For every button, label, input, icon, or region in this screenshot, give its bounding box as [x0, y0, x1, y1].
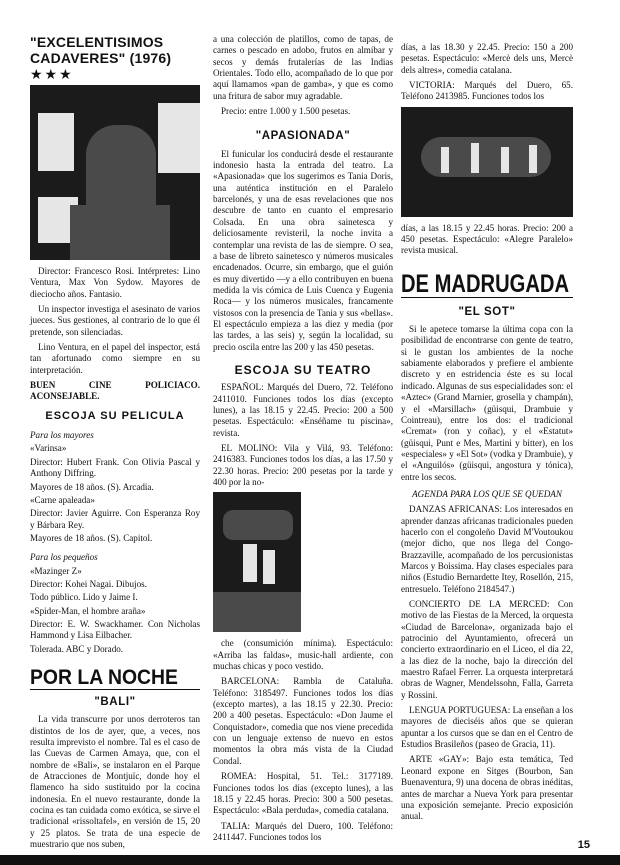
agenda-item: ARTE «GAY»: Bajo esta temática, Ted Leonard expone en Sitges (Bourbon, San Buenaventura, 9) una docena de obras inéditas, antes de marchar a Nueva York para presentar una exposición semejante. Precio exposición anual.	[401, 754, 573, 822]
review-paragraph: Lino Ventura, en el papel del inspector, está tan afortunado como siempre en su interpretación.	[30, 342, 200, 375]
list-item: Director: Kohei Nagai. Dibujos.	[30, 578, 147, 589]
column-2	[213, 34, 393, 847]
stage-show-photo	[213, 492, 301, 632]
agenda-item: DANZAS AFRICANAS: Los interesados en aprender danzas africanas tradicionales pueden hacerlo con el congoleño David M'Voutoukou (mejor dicho, que nos llega del Congo-Brazzaville, acompañado de los percusionistas Marcos y Boissima. Hay clases especiales para niños (Estudio Bernardette Itey, Rosellón, 215, entresuelo. Teléfono 2184547.)	[401, 504, 573, 594]
logo-text: POR LA NOCHE	[30, 665, 178, 689]
list-item: Director: Javier Aguirre. Con Esperanza Roy y Bárbara Rey.	[30, 508, 200, 530]
column-1	[30, 34, 200, 854]
page-number: 15	[577, 839, 590, 851]
bali-heading: "BALI"	[94, 695, 136, 708]
theatre-listing: che (consumición mínima). Espectáculo: «Arriba las faldas», music-hall ardiente, con muchas chicas y poco vestido.	[213, 638, 393, 672]
revue-photo	[401, 107, 573, 217]
footer-bar	[0, 855, 620, 865]
list-item: «Spider-Man, el hombre araña»	[30, 605, 146, 616]
list-item: Tolerada. ABC y Dorado.	[30, 643, 124, 654]
theatre-listing: ESPAÑOL: Marqués del Duero, 72. Teléfono 2411010. Funciones todos los días (excepto lunes), a las 18.15 y 22.45. Precio: 200 a 500 pesetas. Espectáculo: «Enséñame tu piscina», revista.	[213, 382, 393, 438]
theatre-listing: ROMEA: Hospital, 51. Tel.: 3177189. Funciones todos los días (excepto lunes), a las 18.15 y 22.45 horas. Precio: 300 a 500 pesetas. Espectáculo: «Bala perduda», comedia catalana.	[213, 771, 393, 816]
rating-stars: ★★★	[30, 66, 74, 82]
review-paragraph: Un inspector investiga el asesinato de varios jueces. Sus gestiones, al contrario de lo que él pretende, son silenciadas.	[30, 304, 200, 337]
theatre-listing: días, a las 18.30 y 22.45. Precio: 150 a 200 pesetas. Espectáculo: «Mercè dels uns, Mercè dels altres», comedia catalana.	[401, 42, 573, 75]
column-3	[401, 42, 573, 827]
escoja-pelicula-heading: ESCOJA SU PELICULA	[45, 409, 185, 422]
de-madrugada-logo	[401, 269, 573, 301]
film-still-photo	[30, 85, 200, 260]
bali-continued: a una colección de platillos, como de tapas, de carnes o pescado en adobo, frutos en almíbar y secos y demás frutalerías de las Indias Orientales. Todo ello, acompañado de lo que por aquí llamamos «pan de gamba», y que es como una fritura de sabor muy agradable.	[213, 34, 393, 101]
logo-text: DE MADRUGADA	[401, 269, 569, 298]
el-sot-heading: "EL SOT"	[458, 305, 516, 318]
apasionada-paragraph: El funicular los conducirá desde el restaurante indonesio hasta la entrada del teatro. La «Apasionada» que los sugerimos es Tania Doris, una auténtica institución en el Paralelo barcelonés, y una de esas revelaciones que nos descubre de tanto en cuanto el empresario Colsada. En una obra sainetesca y deliciosamente revisteril, la noche invita a contemplar una revista de las de siempre. O sea, a base de libreto sainetesco y números musicales encadenados. Ocurre, sin embargo, que el guión es muy divertido —y a ello contribuyen en buena medida la vis cómica de Luis Cuenca y Eugenia Roca— y los números musicales, francamente vistosos con la presencia de Tania y sus «bellas». El espectáculo empieza a las diez y media (por las tardes, a las seis) y, según la localidad, su precio oscila entre las 200 y las 450 pesetas.	[213, 148, 393, 352]
review-paragraph: Director: Francesco Rosi. Intérpretes: Lino Ventura, Max Von Sydow. Mayores de dieciocho años. Fantasio.	[30, 266, 200, 299]
apasionada-heading: "APASIONADA"	[255, 130, 351, 143]
bali-paragraph: La vida transcurre por unos derroteros tan distintos de los de ayer, que, a veces, nos resulta imprevisto el nombre. Tal es el caso de las Cuevas de Carmen Amaya, que, con el nombre de «Bali», se instalaron en el Parque de Atracciones de Montjuïc, donde hoy el flamenco ha sido sustituido por la cocina indonesia. En el nuevo restaurante, donde la cocina es tan cuidada como exótica, se sirve el tradicional «rissoltafel», en versión de 15, 20 y 25 platos. Se trata de una especie de muestrario que nos suben,	[30, 714, 200, 850]
list-item: Director: Hubert Frank. Con Olivia Pascal y Anthony Diffring.	[30, 456, 200, 479]
theatre-listing: días, a las 18.15 y 22.45 horas. Precio: 200 a 450 pesetas. Espectáculo: «Alegre Paralelo» revista musical.	[401, 222, 573, 256]
theatre-listing: EL MOLINO: Vila y Vilá, 93. Teléfono: 2416383. Funciones todos los días, a las 17.50 y 22.30 horas. Precio: 200 pesetas por la tarde y 400 por la no-	[213, 443, 393, 488]
agenda-item: LENGUA PORTUGUESA: La enseñan a los mayores de dieciséis años que se quieran apuntar a los cursos que se dan en el Centro de Estudios Brasileños (paseo de Gracia, 11).	[401, 705, 573, 750]
list-item: «Varinsa»	[30, 443, 67, 454]
list-item: Mayores de 18 años. (S). Arcadia.	[30, 481, 154, 492]
list-item: Director: E. W. Swackhamer. Con Nicholas Hammond y Lisa Eilbacher.	[30, 618, 200, 641]
agenda-heading: AGENDA PARA LOS QUE SE QUEDAN	[412, 488, 562, 499]
el-sot-paragraph: Si le apetece tomarse la última copa con la posibilidad de encontrarse con gente de teatro, si le gustan los ambientes de la noche sabiamente elaborados y prefiere el ambiente discreto y en estridencia éste es su local indicado. Algunas de sus especialidades son: el «Aztec» (Grand Marnier, grosella y champán), y el «Marsillach» (güisqui, Drambuie y Cointreau), entre los dos: el tradicional «Cremat» (ron y coñac), y el «Estatut» (güisqui, Punt e Mes, Martini y bitter), en los «especiales» y «El Sot» (vodka y Drambuie), y el «Anguilós» (güisqui, angostura y tónica), entre los secos.	[401, 324, 573, 482]
list-item: «Carne apaleada»	[30, 494, 95, 505]
agenda-item: CONCIERTO DE LA MERCED: Con motivo de las Fiestas de la Merced, la orquesta «Ciudad de Barcelona», organizada bajo el patrocinio del Ayuntamiento, ofrecerá un concierto extraordinario en el Liceo, el día 22, a las diez de la noche, bajo la dirección del maestro Rafael Ferrer. La orquesta interpretará obras de Wagner, Mendelssohn, Falla, Garreta y Rossini.	[401, 599, 573, 700]
pequenos-list	[30, 566, 200, 655]
list-item: «Mazinger Z»	[30, 565, 82, 576]
theatre-listing: BARCELONA: Rambla de Cataluña. Teléfono: 3185497. Funciones todos los días (excepto martes), a las 18.15 y 22.30. Precio: 200 a 400 pesetas. Espectáculo: «Don Jaume el Conquistador», comedia que nos viene precedida con un lenguaje extenso de nuevo en estos momentos la obra más vista de la Ciudad Condal.	[213, 676, 393, 766]
film-title: "EXCELENTISIMOS CADAVERES" (1976) ★★★	[30, 34, 172, 82]
escoja-teatro-heading: ESCOJA SU TEATRO	[234, 362, 372, 377]
mayores-subheading: Para los mayores	[30, 430, 94, 441]
list-item: Mayores de 18 años. (S). Capitol.	[30, 532, 153, 543]
pequenos-subheading: Para los pequeños	[30, 552, 98, 563]
por-la-noche-logo	[30, 665, 200, 691]
price: Precio: entre 1.000 y 1.500 pesetas.	[221, 106, 351, 117]
theatre-listing: TALIA: Marqués del Duero, 100. Teléfono: 2411447. Funciones todos los	[213, 820, 393, 842]
list-item: Todo público. Lido y Jaime I.	[30, 592, 138, 603]
verdict: BUEN CINE POLICIACO. ACONSEJABLE.	[30, 380, 200, 402]
mayores-list	[30, 443, 200, 544]
theatre-listing: VICTORIA: Marqués del Duero, 65. Teléfono 2413985. Funciones todos los	[401, 80, 573, 102]
